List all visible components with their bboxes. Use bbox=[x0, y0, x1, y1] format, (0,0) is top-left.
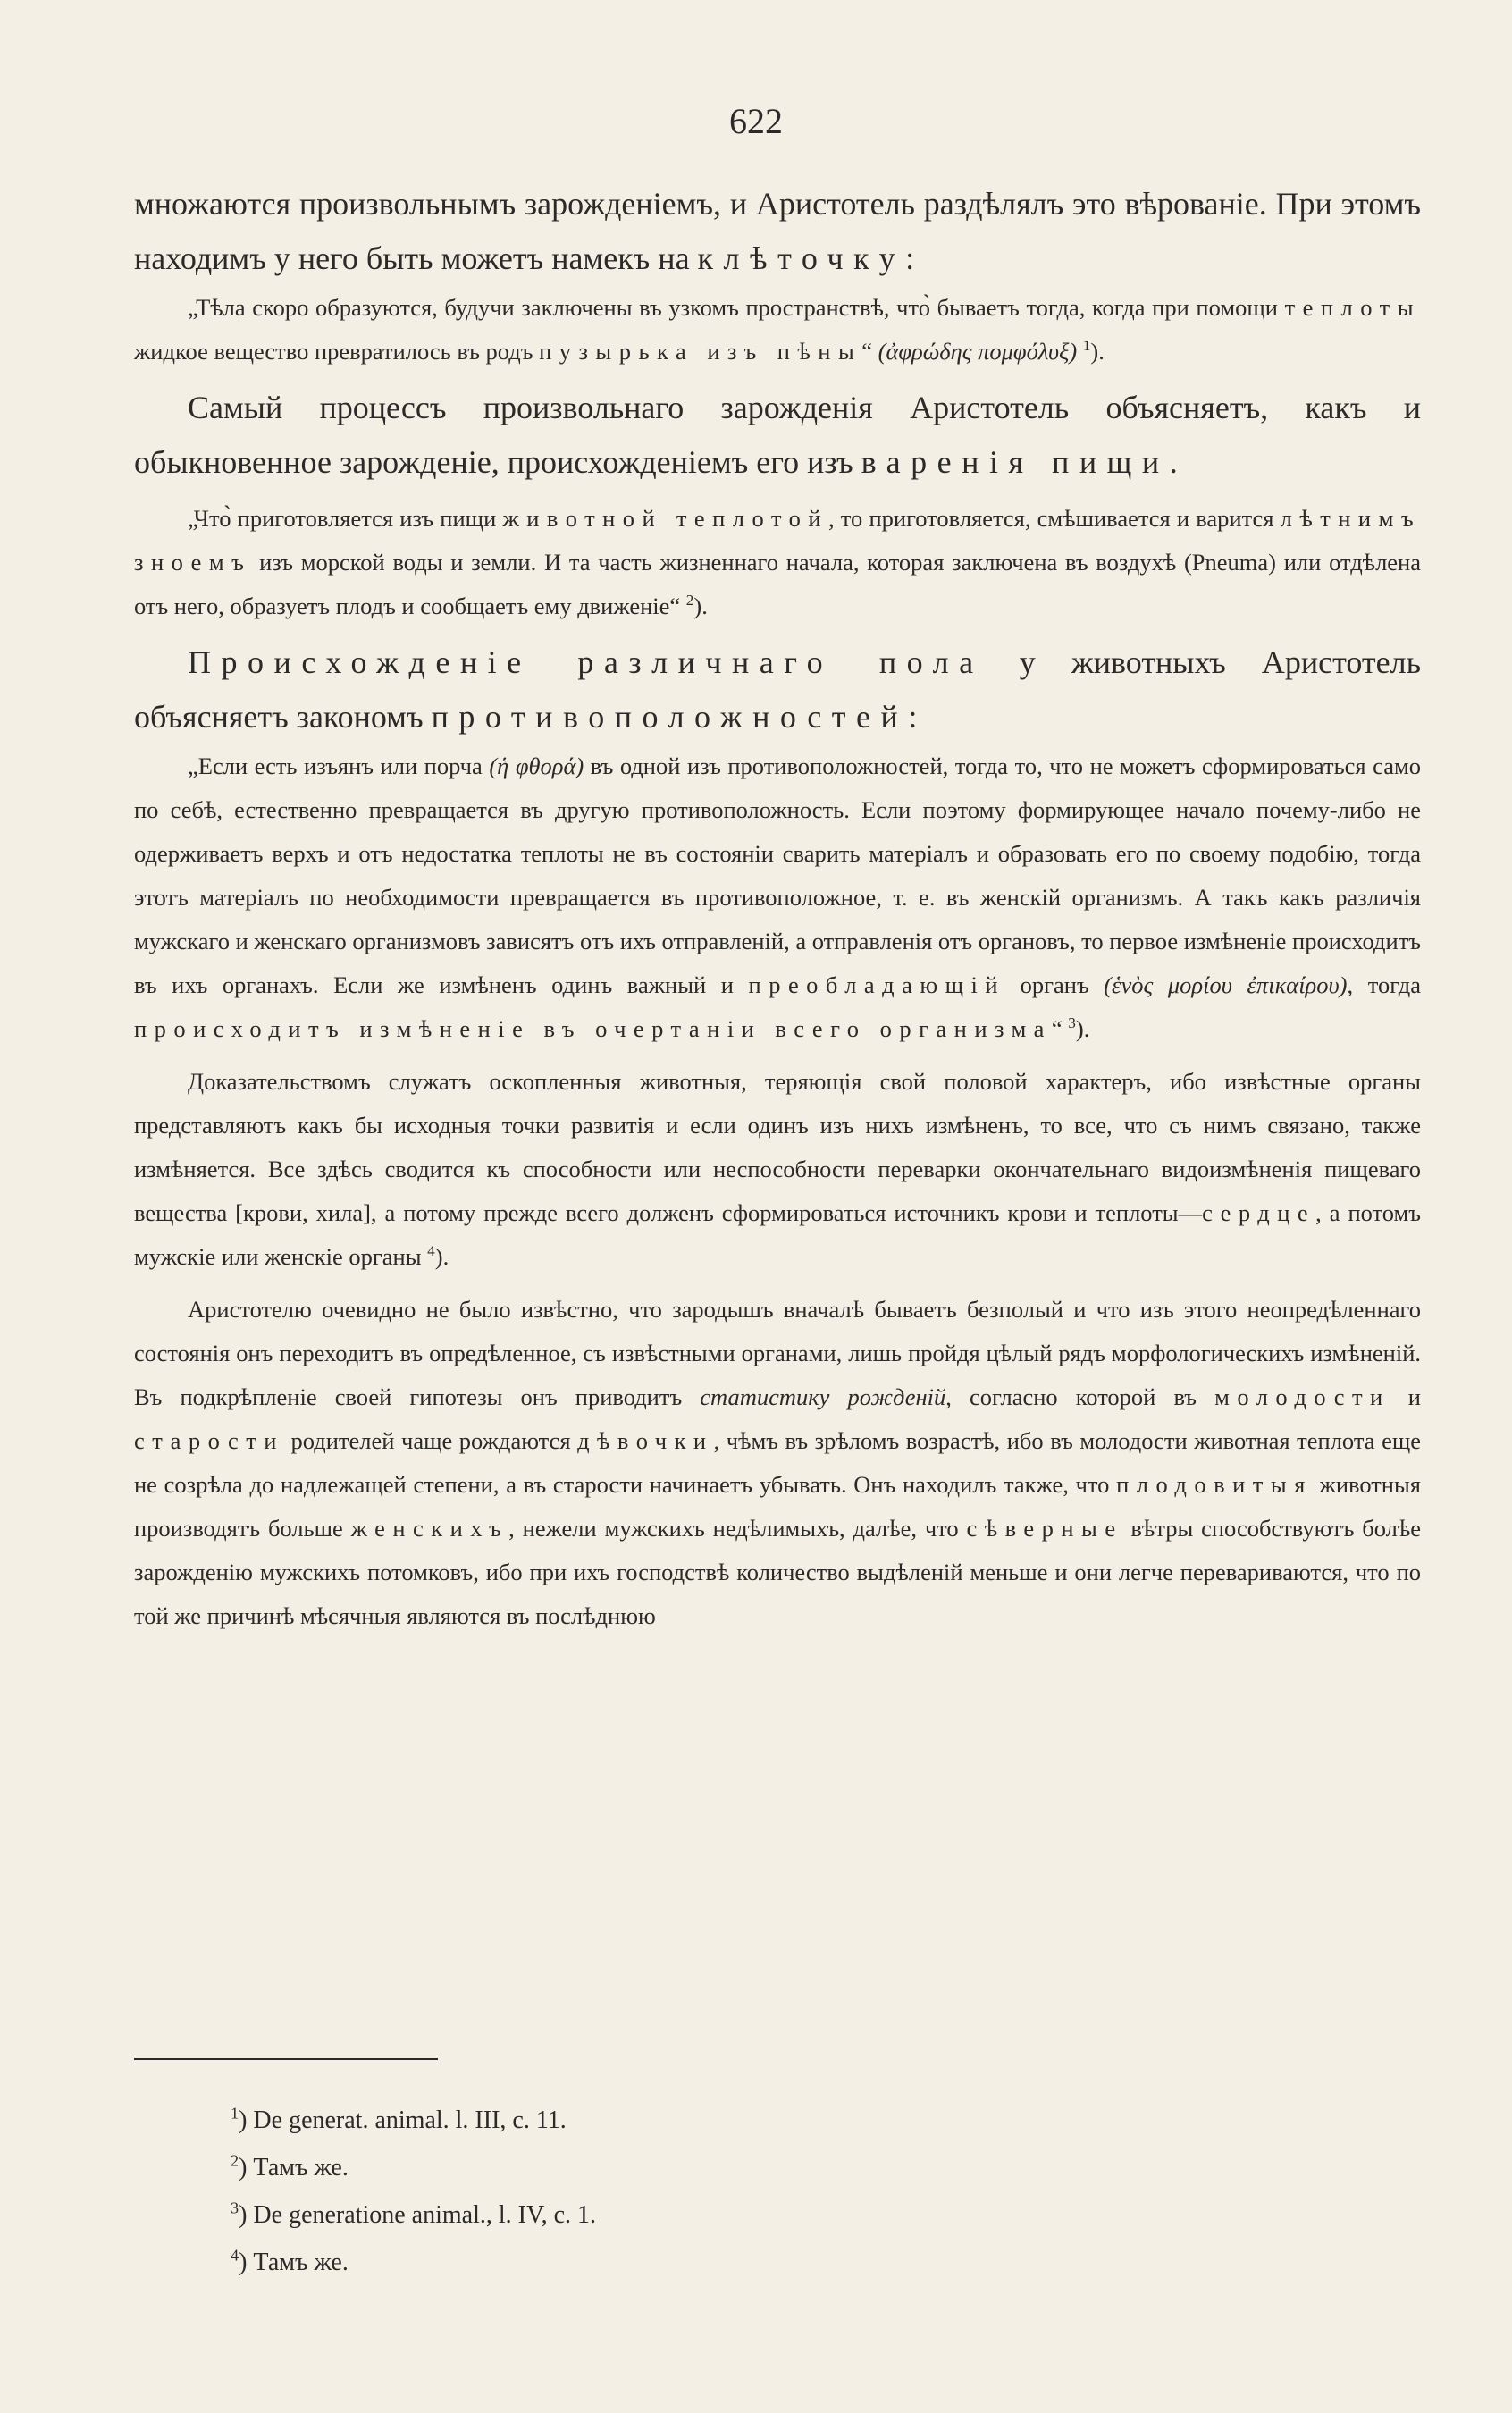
spaced-text: дѣвочки bbox=[577, 1427, 714, 1454]
text-run: у животныхъ Аристотель объясняетъ закономъ bbox=[134, 644, 1421, 735]
footnote-ref: 2 bbox=[685, 592, 694, 610]
text-run: въ одной изъ противоположностей, тогда то, что не можетъ сформироваться само по себѣ, естественно превращается въ другую противоположность. Если поэтому формирующее начало почему-либо не одерживаетъ верхъ и отъ недостатка теплоты не въ состояніи сварить матеріалъ и образовать его по своему подобію, тогда этотъ матеріалъ по необходимости превращается въ противоположное, т. е. въ женскій организмъ. А такъ какъ различія мужскаго и женскаго организмовъ зависятъ отъ ихъ отправленій, а отправленія отъ органовъ, то первое измѣненіе происходитъ въ ихъ органахъ. Если же измѣненъ одинъ важный и bbox=[134, 752, 1422, 998]
text-run: ). bbox=[434, 1243, 449, 1270]
text-run: “ bbox=[861, 338, 878, 365]
text-run: Аристотелю очевидно не было извѣстно, что зародышъ вначалѣ бываетъ безполый и что изъ этого неопредѣленнаго состоянія онъ переходитъ въ опредѣленное, съ извѣстными органами, лишь пройдя цѣлый рядъ морфологическихъ измѣненій. Въ подкрѣпленіе своей гипотезы онъ приводитъ bbox=[134, 1296, 1421, 1410]
paragraph-4 bbox=[134, 1060, 1421, 1279]
text-run: „Если есть изъянъ или порча bbox=[188, 752, 490, 779]
text-run: животныя производятъ больше bbox=[134, 1471, 1421, 1542]
footnote-mark: 2 bbox=[231, 2151, 239, 2170]
text-run: , тогда bbox=[1347, 971, 1422, 998]
paragraph-5 bbox=[134, 1288, 1421, 1638]
text-run: : bbox=[905, 240, 915, 276]
spaced-text: пузырька изъ пѣны bbox=[539, 338, 862, 365]
text-run: Самый процессъ произвольнаго зарожденія Аристотель объясняетъ, какъ и обыкновенное зарожденіе, происхожденіемъ его изъ bbox=[134, 390, 1421, 480]
italic-text: статистику рожденій bbox=[700, 1383, 946, 1410]
text-run: „Тѣла скоро образуются, будучи заключены въ узкомъ пространствѣ, что̀ бываетъ тогда, когда при помощи bbox=[188, 294, 1285, 321]
text-run: ). bbox=[1090, 338, 1105, 365]
footnote-text: ) De generat. animal. l. III, c. 11. bbox=[239, 2106, 567, 2134]
text-run: “ bbox=[1051, 1015, 1069, 1042]
spaced-text: противоположностей bbox=[431, 699, 909, 735]
spaced-text: клѣточку bbox=[697, 240, 906, 276]
footnote-text: ) De generatione animal., l. IV, c. 1. bbox=[239, 2201, 596, 2229]
quote-2 bbox=[134, 497, 1421, 628]
greek-text: (ἡ φθορά) bbox=[489, 752, 584, 779]
text-run: , чѣмъ въ зрѣломъ возрастѣ, ибо въ молодости животная теплота еще не созрѣла до надлежащей степени, а въ старости начинаетъ убывать. Онъ находилъ также, что bbox=[134, 1427, 1421, 1498]
quote-3 bbox=[134, 744, 1421, 1051]
footnote-ref: 1 bbox=[1082, 337, 1091, 355]
text-run: и bbox=[1390, 1383, 1421, 1410]
footnote bbox=[231, 2097, 1303, 2144]
spaced-text: животной теплотой bbox=[502, 505, 828, 532]
text-run: вѣтры способствуютъ болѣе зарожденію мужскихъ потомковъ, ибо при ихъ господствѣ количество выдѣленій меньше и они легче перевариваются, что по той же причинѣ мѣсячныя являются въ послѣднюю bbox=[134, 1515, 1421, 1629]
footnote-text: ) Тамъ же. bbox=[239, 2154, 349, 2182]
paragraph-3 bbox=[134, 635, 1421, 744]
text-run: , а потомъ мужскіе или женскіе органы bbox=[134, 1199, 1422, 1270]
footnote-ref: 4 bbox=[427, 1242, 435, 1260]
text-run bbox=[1077, 338, 1083, 365]
spaced-text: варенія пищи bbox=[861, 444, 1170, 480]
footnote-mark: 4 bbox=[231, 2246, 239, 2265]
paragraph-1 bbox=[134, 177, 1421, 286]
page-number: 622 bbox=[729, 101, 783, 141]
text-run: изъ морской воды и земли. И та часть жизненнаго начала, которая заключена въ воздухѣ (Pneuma) или отдѣлена отъ него, образуетъ плодъ и сообщаетъ ему движеніе“ bbox=[134, 549, 1421, 619]
text-run: ). bbox=[1075, 1015, 1090, 1042]
text-run: ). bbox=[693, 593, 708, 619]
spaced-text: Происхожденіе различнаго пола bbox=[188, 644, 984, 680]
text-run: : bbox=[908, 699, 918, 735]
spaced-text: сердце bbox=[1202, 1199, 1316, 1226]
spaced-text: плодовитыя bbox=[1116, 1471, 1313, 1498]
text-run: , нежели мужскихъ недѣлимыхъ, далѣе, что bbox=[508, 1515, 967, 1542]
text-run: Доказательствомъ служатъ оскопленныя животныя, теряющія свой половой характеръ, ибо извѣстные органы представляютъ какъ бы исходныя точки развитія и если одинъ изъ нихъ измѣненъ, то все, что съ нимъ связано, также измѣняется. Все здѣсь сводится къ способности или неспособности переварки окончательнаго видоизмѣненія пищеваго вещества [крови, хила], а потому прежде всего долженъ сформироваться источникъ крови и теплоты— bbox=[134, 1068, 1421, 1226]
text-run: жидкое вещество превратилось въ родъ bbox=[134, 338, 540, 365]
spaced-text: теплоты bbox=[1284, 294, 1421, 321]
text-run: органъ bbox=[1005, 971, 1105, 998]
greek-text: (ἀφρώδης πομφόλυξ) bbox=[878, 338, 1078, 365]
footnotes bbox=[231, 2097, 1303, 2286]
footnote-mark: 1 bbox=[231, 2104, 239, 2123]
greek-text: (ἑνὸς μορίου ἐπικαίρου) bbox=[1104, 971, 1348, 998]
main-text bbox=[134, 177, 1421, 1638]
text-run: , согласно которой въ bbox=[945, 1383, 1215, 1410]
spaced-text: происходитъ измѣненіе въ очертаніи всего организма bbox=[134, 1015, 1052, 1042]
text-run: родителей чаще рождаются bbox=[283, 1427, 578, 1454]
text-run: . bbox=[1169, 444, 1178, 480]
text-run: множаются произвольнымъ зарожденіемъ, и Аристотель раздѣлялъ это вѣрованіе. При этомъ находимъ у него быть можетъ намекъ на bbox=[134, 186, 1421, 276]
footnote bbox=[231, 2191, 1303, 2239]
spaced-text: лѣтнимъ зноемъ bbox=[134, 505, 1422, 576]
footnote bbox=[231, 2144, 1303, 2191]
footnote-ref: 3 bbox=[1068, 1014, 1076, 1032]
footnote-mark: 3 bbox=[231, 2199, 239, 2217]
spaced-text: сѣверные bbox=[966, 1515, 1123, 1542]
spaced-text: молодости bbox=[1214, 1383, 1390, 1410]
spaced-text: старости bbox=[134, 1427, 284, 1454]
spaced-text: преобладающій bbox=[748, 971, 1006, 998]
spaced-text: женскихъ bbox=[350, 1515, 509, 1542]
footnote-divider bbox=[134, 2058, 438, 2060]
footnote bbox=[231, 2239, 1303, 2286]
footnote-text: ) Тамъ же. bbox=[239, 2249, 349, 2276]
text-run: , то приготовляется, смѣшивается и варится bbox=[828, 505, 1281, 532]
text-run: „Что̀ приготовляется изъ пищи bbox=[188, 505, 503, 532]
paragraph-2 bbox=[134, 381, 1421, 490]
quote-1 bbox=[134, 286, 1421, 374]
